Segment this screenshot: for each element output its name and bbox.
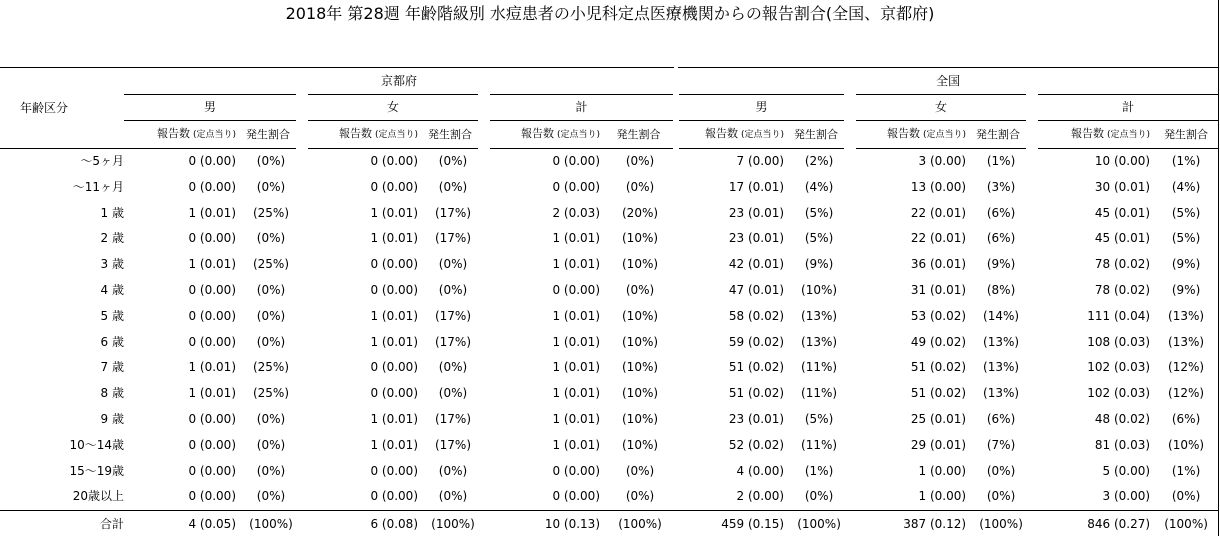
report-count-cell: 4 (0.00) — [676, 459, 788, 485]
report-count-cell: 2 (0.00) — [676, 484, 788, 510]
rate-cell: (2%) — [788, 149, 850, 175]
table-row — [0, 252, 1218, 278]
report-count-cell: 47 (0.01) — [676, 278, 788, 304]
rate-cell: (0%) — [422, 355, 484, 381]
report-count-cell: 1 (0.00) — [850, 459, 970, 485]
report-count-cell: 0 (0.00) — [124, 226, 240, 252]
rate-header: 発生割合 — [1154, 121, 1218, 149]
rate-cell: (0%) — [604, 278, 676, 304]
table-row — [0, 484, 1218, 510]
report-count-cell: 3 (0.00) — [1032, 484, 1154, 510]
rate-cell: (25%) — [240, 355, 302, 381]
report-count-cell: 1 (0.01) — [124, 355, 240, 381]
rate-cell: (17%) — [422, 201, 484, 227]
rate-cell: (10%) — [604, 226, 676, 252]
report-count-header — [1032, 121, 1154, 149]
report-count-cell: 0 (0.00) — [124, 459, 240, 485]
page-title: 2018年 第28週 年齢階級別 水痘患者の小児科定点医療機関からの報告割合(全国、京都府) — [0, 4, 1220, 24]
report-count-cell: 0 (0.00) — [302, 252, 422, 278]
rate-cell: (0%) — [604, 149, 676, 175]
rate-cell: (100%) — [422, 511, 484, 537]
rate-cell: (13%) — [1154, 304, 1218, 330]
rate-header: 発生割合 — [240, 121, 302, 149]
rate-cell: (10%) — [1154, 433, 1218, 459]
report-count-cell: 58 (0.02) — [676, 304, 788, 330]
report-count-cell: 81 (0.03) — [1032, 433, 1154, 459]
report-count-cell: 51 (0.02) — [850, 381, 970, 407]
report-count-cell: 23 (0.01) — [676, 226, 788, 252]
age-group-cell: 5 歳 — [0, 304, 124, 330]
sex-header-female: 女 — [850, 95, 1032, 121]
age-group-cell: 8 歳 — [0, 381, 124, 407]
report-count-cell: 10 (0.00) — [1032, 149, 1154, 175]
report-label: 報告数 — [521, 127, 554, 140]
report-count-header — [484, 121, 604, 149]
report-count-header — [676, 121, 788, 149]
rate-cell: (100%) — [240, 511, 302, 537]
sex-header-row — [0, 95, 1218, 121]
table-row — [0, 201, 1218, 227]
report-count-cell: 0 (0.00) — [302, 355, 422, 381]
rate-cell: (17%) — [422, 304, 484, 330]
table-row — [0, 149, 1218, 175]
report-count-cell: 459 (0.15) — [676, 511, 788, 537]
rate-cell: (11%) — [788, 381, 850, 407]
rate-cell: (6%) — [1154, 407, 1218, 433]
report-count-cell: 0 (0.00) — [484, 278, 604, 304]
rate-cell: (100%) — [970, 511, 1032, 537]
report-count-cell: 10 (0.13) — [484, 511, 604, 537]
region-header-row — [0, 68, 1218, 95]
table-row — [0, 330, 1218, 356]
rate-header: 発生割合 — [788, 121, 850, 149]
rate-cell: (5%) — [1154, 201, 1218, 227]
report-count-cell: 1 (0.01) — [484, 226, 604, 252]
rate-cell: (17%) — [422, 433, 484, 459]
rate-cell: (0%) — [240, 175, 302, 201]
rate-cell: (17%) — [422, 330, 484, 356]
report-count-cell: 22 (0.01) — [850, 201, 970, 227]
rate-cell: (0%) — [240, 433, 302, 459]
rate-cell: (5%) — [788, 226, 850, 252]
report-count-cell: 45 (0.01) — [1032, 226, 1154, 252]
report-count-cell: 30 (0.01) — [1032, 175, 1154, 201]
report-count-cell: 5 (0.00) — [1032, 459, 1154, 485]
age-group-cell: 2 歳 — [0, 226, 124, 252]
report-count-cell: 0 (0.00) — [302, 381, 422, 407]
rate-cell: (100%) — [788, 511, 850, 537]
report-count-cell: 51 (0.02) — [676, 355, 788, 381]
rate-cell: (100%) — [604, 511, 676, 537]
report-count-cell: 0 (0.00) — [484, 459, 604, 485]
rate-cell: (0%) — [240, 407, 302, 433]
table-row — [0, 381, 1218, 407]
report-count-header — [302, 121, 422, 149]
rate-cell: (1%) — [1154, 149, 1218, 175]
report-count-cell: 0 (0.00) — [302, 484, 422, 510]
report-count-cell: 0 (0.00) — [124, 407, 240, 433]
report-count-cell: 0 (0.00) — [302, 278, 422, 304]
rate-cell: (7%) — [970, 433, 1032, 459]
report-count-cell: 1 (0.01) — [124, 381, 240, 407]
report-count-cell: 1 (0.01) — [124, 201, 240, 227]
report-count-cell: 0 (0.00) — [124, 484, 240, 510]
report-count-cell: 0 (0.00) — [484, 484, 604, 510]
report-count-cell: 49 (0.02) — [850, 330, 970, 356]
sex-header-male: 男 — [676, 95, 850, 121]
right-border — [1218, 0, 1219, 536]
rate-cell: (3%) — [970, 175, 1032, 201]
rate-cell: (0%) — [604, 175, 676, 201]
report-label: 報告数 — [157, 127, 190, 140]
rate-cell: (25%) — [240, 252, 302, 278]
report-count-cell: 51 (0.02) — [676, 381, 788, 407]
rate-cell: (17%) — [422, 226, 484, 252]
age-group-cell: 7 歳 — [0, 355, 124, 381]
report-count-cell: 4 (0.05) — [124, 511, 240, 537]
report-count-cell: 42 (0.01) — [676, 252, 788, 278]
rate-cell: (13%) — [970, 330, 1032, 356]
rate-cell: (0%) — [422, 175, 484, 201]
report-count-cell: 52 (0.02) — [676, 433, 788, 459]
report-count-cell: 1 (0.01) — [302, 226, 422, 252]
age-group-cell: 4 歳 — [0, 278, 124, 304]
rate-cell: (0%) — [240, 226, 302, 252]
rate-cell: (12%) — [1154, 381, 1218, 407]
per-site-label: (定点当り) — [375, 130, 418, 140]
rate-cell: (6%) — [970, 226, 1032, 252]
rate-cell: (10%) — [788, 278, 850, 304]
rate-cell: (10%) — [604, 252, 676, 278]
rate-cell: (0%) — [240, 330, 302, 356]
report-count-cell: 45 (0.01) — [1032, 201, 1154, 227]
report-count-cell: 0 (0.00) — [124, 330, 240, 356]
report-count-cell: 0 (0.00) — [124, 175, 240, 201]
table-body — [0, 149, 1218, 537]
report-count-cell: 1 (0.01) — [484, 355, 604, 381]
age-group-cell: ～11ヶ月 — [0, 175, 124, 201]
report-table — [0, 67, 1218, 537]
table-row — [0, 175, 1218, 201]
report-count-header — [850, 121, 970, 149]
report-count-cell: 0 (0.00) — [124, 304, 240, 330]
report-count-cell: 22 (0.01) — [850, 226, 970, 252]
rate-cell: (5%) — [1154, 226, 1218, 252]
rate-cell: (0%) — [1154, 484, 1218, 510]
report-count-cell: 0 (0.00) — [484, 175, 604, 201]
report-count-cell: 0 (0.00) — [302, 459, 422, 485]
rate-cell: (0%) — [604, 484, 676, 510]
region-header-national: 全国 — [676, 68, 1218, 95]
report-count-cell: 36 (0.01) — [850, 252, 970, 278]
sex-header-male: 男 — [124, 95, 302, 121]
rate-cell: (13%) — [1154, 330, 1218, 356]
rate-cell: (10%) — [604, 433, 676, 459]
report-count-cell: 29 (0.01) — [850, 433, 970, 459]
rate-header: 発生割合 — [422, 121, 484, 149]
report-count-cell: 387 (0.12) — [850, 511, 970, 537]
rate-cell: (20%) — [604, 201, 676, 227]
rate-cell: (13%) — [970, 381, 1032, 407]
rate-cell: (0%) — [604, 459, 676, 485]
age-group-cell: 9 歳 — [0, 407, 124, 433]
report-label: 報告数 — [705, 127, 738, 140]
age-column-header: 年齢区分 — [0, 68, 124, 149]
per-site-label: (定点当り) — [741, 130, 784, 140]
rate-cell: (0%) — [240, 278, 302, 304]
age-group-cell: 6 歳 — [0, 330, 124, 356]
report-count-cell: 1 (0.01) — [302, 201, 422, 227]
report-count-cell: 102 (0.03) — [1032, 381, 1154, 407]
age-group-cell: 1 歳 — [0, 201, 124, 227]
report-count-cell: 111 (0.04) — [1032, 304, 1154, 330]
report-count-cell: 0 (0.00) — [302, 175, 422, 201]
age-group-cell: ～5ヶ月 — [0, 149, 124, 175]
report-count-cell: 3 (0.00) — [850, 149, 970, 175]
report-count-cell: 1 (0.01) — [484, 304, 604, 330]
rate-cell: (10%) — [604, 304, 676, 330]
report-count-cell: 78 (0.02) — [1032, 252, 1154, 278]
report-count-cell: 7 (0.00) — [676, 149, 788, 175]
per-site-label: (定点当り) — [1107, 130, 1150, 140]
rate-cell: (6%) — [970, 407, 1032, 433]
sub-header-row — [0, 121, 1218, 149]
rate-cell: (0%) — [422, 484, 484, 510]
report-count-cell: 0 (0.00) — [124, 433, 240, 459]
rate-cell: (6%) — [970, 201, 1032, 227]
report-label: 報告数 — [339, 127, 372, 140]
rate-cell: (0%) — [422, 149, 484, 175]
table-row — [0, 433, 1218, 459]
total-row — [0, 511, 1218, 537]
rate-cell: (0%) — [422, 252, 484, 278]
report-count-cell: 0 (0.00) — [302, 149, 422, 175]
report-count-cell: 13 (0.00) — [850, 175, 970, 201]
rate-cell: (12%) — [1154, 355, 1218, 381]
rate-cell: (9%) — [970, 252, 1032, 278]
report-count-cell: 1 (0.01) — [484, 407, 604, 433]
report-label: 報告数 — [1071, 127, 1104, 140]
report-count-cell: 1 (0.01) — [302, 433, 422, 459]
report-count-cell: 1 (0.01) — [484, 330, 604, 356]
rate-cell: (0%) — [422, 381, 484, 407]
rate-header: 発生割合 — [604, 121, 676, 149]
age-group-cell: 15～19歳 — [0, 459, 124, 485]
report-count-cell: 78 (0.02) — [1032, 278, 1154, 304]
report-count-cell: 1 (0.00) — [850, 484, 970, 510]
per-site-label: (定点当り) — [193, 130, 236, 140]
report-count-cell: 2 (0.03) — [484, 201, 604, 227]
rate-cell: (0%) — [240, 149, 302, 175]
rate-cell: (4%) — [1154, 175, 1218, 201]
report-count-cell: 59 (0.02) — [676, 330, 788, 356]
rate-cell: (4%) — [788, 175, 850, 201]
rate-cell: (9%) — [1154, 278, 1218, 304]
rate-cell: (0%) — [788, 484, 850, 510]
report-count-cell: 846 (0.27) — [1032, 511, 1154, 537]
report-count-cell: 1 (0.01) — [124, 252, 240, 278]
age-group-cell: 10～14歳 — [0, 433, 124, 459]
table-row — [0, 355, 1218, 381]
rate-header: 発生割合 — [970, 121, 1032, 149]
rate-cell: (10%) — [604, 355, 676, 381]
report-label: 報告数 — [887, 127, 920, 140]
rate-cell: (25%) — [240, 381, 302, 407]
rate-cell: (0%) — [240, 304, 302, 330]
table-row — [0, 278, 1218, 304]
rate-cell: (1%) — [970, 149, 1032, 175]
rate-cell: (14%) — [970, 304, 1032, 330]
report-count-cell: 1 (0.01) — [484, 433, 604, 459]
rate-cell: (25%) — [240, 201, 302, 227]
rate-cell: (1%) — [1154, 459, 1218, 485]
report-count-cell: 1 (0.01) — [302, 407, 422, 433]
report-count-cell: 1 (0.01) — [484, 252, 604, 278]
rate-cell: (13%) — [788, 304, 850, 330]
rate-cell: (8%) — [970, 278, 1032, 304]
report-count-cell: 1 (0.01) — [302, 330, 422, 356]
sex-header-total: 計 — [1032, 95, 1218, 121]
per-site-label: (定点当り) — [923, 130, 966, 140]
report-count-header — [124, 121, 240, 149]
age-group-cell: 合計 — [0, 511, 124, 537]
table-row — [0, 459, 1218, 485]
rate-cell: (11%) — [788, 355, 850, 381]
report-count-cell: 0 (0.00) — [484, 149, 604, 175]
rate-cell: (9%) — [1154, 252, 1218, 278]
rate-cell: (0%) — [240, 484, 302, 510]
table-row — [0, 304, 1218, 330]
sex-header-female: 女 — [302, 95, 484, 121]
report-count-cell: 6 (0.08) — [302, 511, 422, 537]
rate-cell: (10%) — [604, 330, 676, 356]
rate-cell: (11%) — [788, 433, 850, 459]
rate-cell: (13%) — [970, 355, 1032, 381]
rate-cell: (13%) — [788, 330, 850, 356]
report-count-cell: 48 (0.02) — [1032, 407, 1154, 433]
report-count-cell: 53 (0.02) — [850, 304, 970, 330]
report-count-cell: 108 (0.03) — [1032, 330, 1154, 356]
report-count-cell: 1 (0.01) — [484, 381, 604, 407]
rate-cell: (9%) — [788, 252, 850, 278]
per-site-label: (定点当り) — [557, 130, 600, 140]
region-header-kyoto: 京都府 — [124, 68, 676, 95]
report-count-cell: 23 (0.01) — [676, 407, 788, 433]
rate-cell: (0%) — [970, 484, 1032, 510]
rate-cell: (100%) — [1154, 511, 1218, 537]
rate-cell: (1%) — [788, 459, 850, 485]
report-count-cell: 51 (0.02) — [850, 355, 970, 381]
report-count-cell: 25 (0.01) — [850, 407, 970, 433]
report-count-cell: 102 (0.03) — [1032, 355, 1154, 381]
rate-cell: (5%) — [788, 201, 850, 227]
report-count-cell: 0 (0.00) — [124, 149, 240, 175]
rate-cell: (0%) — [422, 459, 484, 485]
table-row — [0, 407, 1218, 433]
rate-cell: (0%) — [240, 459, 302, 485]
report-count-cell: 23 (0.01) — [676, 201, 788, 227]
rate-cell: (17%) — [422, 407, 484, 433]
rate-cell: (0%) — [422, 278, 484, 304]
table-row — [0, 226, 1218, 252]
sex-header-total: 計 — [484, 95, 676, 121]
report-count-cell: 17 (0.01) — [676, 175, 788, 201]
rate-cell: (5%) — [788, 407, 850, 433]
age-group-cell: 3 歳 — [0, 252, 124, 278]
report-count-cell: 1 (0.01) — [302, 304, 422, 330]
rate-cell: (10%) — [604, 381, 676, 407]
age-group-cell: 20歳以上 — [0, 484, 124, 510]
rate-cell: (0%) — [970, 459, 1032, 485]
rate-cell: (10%) — [604, 407, 676, 433]
report-count-cell: 31 (0.01) — [850, 278, 970, 304]
report-count-cell: 0 (0.00) — [124, 278, 240, 304]
